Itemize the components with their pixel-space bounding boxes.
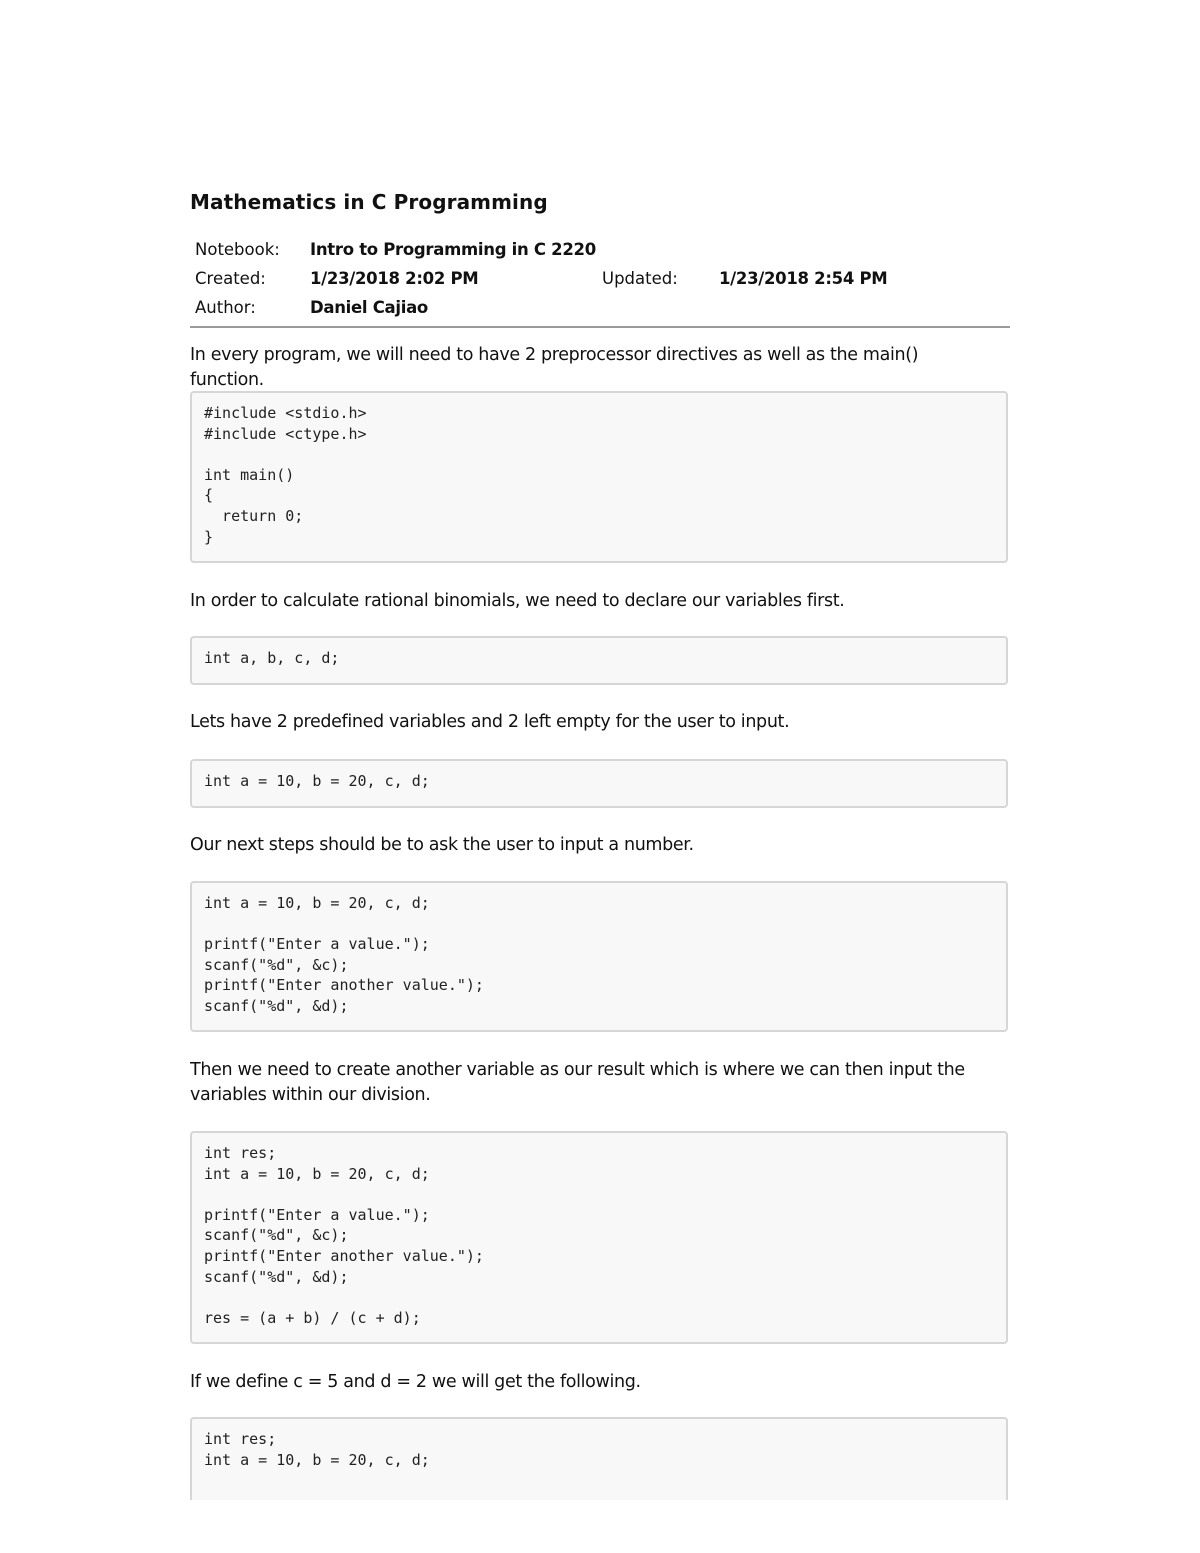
paragraph-preprocessor: In every program, we will need to have 2 preprocessor directives as well as the main() function. <box>190 345 919 390</box>
code-line: scanf("%d", &c); <box>204 1226 349 1245</box>
code-block-result <box>190 1131 1008 1344</box>
notebook-value: Intro to Programming in C 2220 <box>310 240 596 259</box>
paragraph-result-variable: Then we need to create another variable as our result which is where we can then input the variables within our division. <box>190 1060 965 1105</box>
note-title: Mathematics in C Programming <box>190 190 548 214</box>
updated-value: 1/23/2018 2:54 PM <box>719 269 888 288</box>
code-block-predefined <box>190 759 1008 808</box>
code-line: #include <stdio.h> <box>204 404 367 422</box>
code-block-input <box>190 881 1008 1032</box>
code-line: int res; <box>204 1144 277 1162</box>
code-line: int main() <box>204 465 295 484</box>
created-value: 1/23/2018 2:02 PM <box>310 269 479 288</box>
code-line <box>204 914 994 935</box>
code-line <box>204 1184 994 1205</box>
code-block-final <box>190 1417 1008 1500</box>
note-page <box>190 0 1010 1500</box>
code-line: { <box>204 486 214 505</box>
code-line: int a = 10, b = 20, c, d; <box>204 1450 430 1469</box>
code-line: printf("Enter another value."); <box>204 1246 484 1265</box>
code-line: scanf("%d", &d); <box>204 1267 349 1286</box>
code-line: int a, b, c, d; <box>204 649 340 667</box>
code-line: printf("Enter another value."); <box>204 976 484 995</box>
code-line: return 0; <box>204 506 304 525</box>
paragraph-predefined: Lets have 2 predefined variables and 2 left empty for the user to input. <box>190 712 790 732</box>
author-label: Author: <box>195 298 256 317</box>
created-label: Created: <box>195 269 266 288</box>
code-block-main <box>190 391 1008 563</box>
code-block-declare <box>190 636 1008 685</box>
code-line: scanf("%d", &d); <box>204 996 349 1015</box>
code-line <box>204 444 994 465</box>
code-line: scanf("%d", &c); <box>204 955 349 974</box>
updated-label: Updated: <box>602 269 678 288</box>
code-line: printf("Enter a value."); <box>204 935 430 954</box>
code-line: int a = 10, b = 20, c, d; <box>204 772 430 790</box>
code-line: res = (a + b) / (c + d); <box>204 1308 421 1327</box>
paragraph-declare-variables: In order to calculate rational binomials, we need to declare our variables first. <box>190 591 845 611</box>
header-divider <box>190 326 1010 328</box>
notebook-label: Notebook: <box>195 240 280 259</box>
author-value: Daniel Cajiao <box>310 298 428 317</box>
code-line: printf("Enter a value."); <box>204 1205 430 1224</box>
code-line: #include <ctype.h> <box>204 424 367 443</box>
code-line <box>204 1287 994 1308</box>
code-line: int res; <box>204 1430 277 1448</box>
code-line: } <box>204 527 214 546</box>
paragraph-define-values: If we define c = 5 and d = 2 we will get the following. <box>190 1372 641 1392</box>
code-line: int a = 10, b = 20, c, d; <box>204 1164 430 1183</box>
code-line: int a = 10, b = 20, c, d; <box>204 894 430 912</box>
paragraph-user-input: Our next steps should be to ask the user to input a number. <box>190 835 694 855</box>
